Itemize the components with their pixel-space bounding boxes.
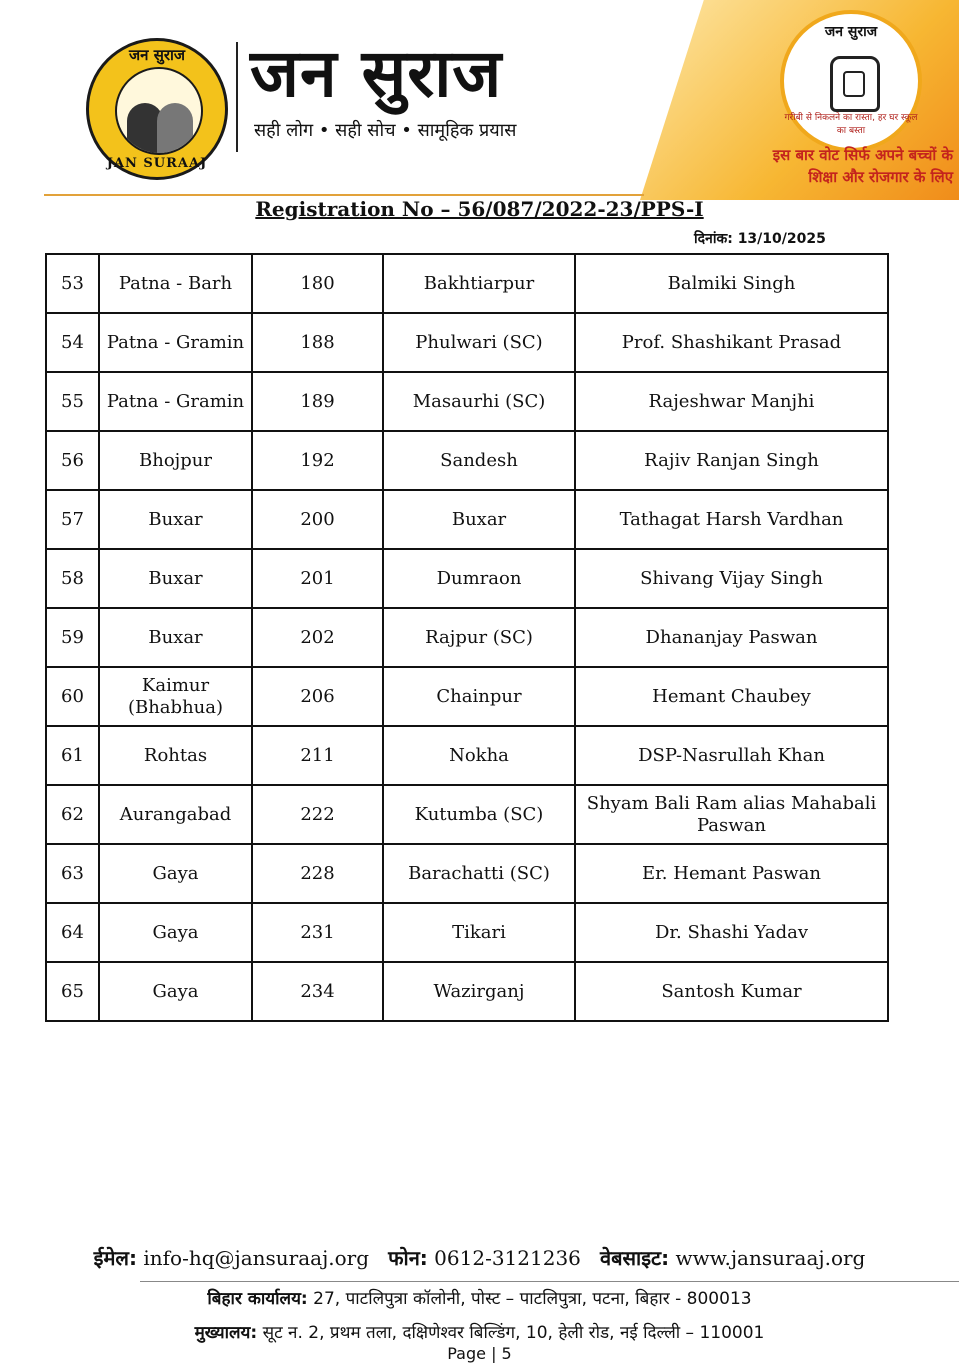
district-cell: Rohtas	[99, 726, 252, 785]
email-link[interactable]: info-hq@jansuraaj.org	[143, 1246, 370, 1270]
constituency-number-cell: 192	[252, 431, 383, 490]
district-cell: Buxar	[99, 549, 252, 608]
candidate-name-cell: Prof. Shashikant Prasad	[575, 313, 888, 372]
table-row	[46, 962, 888, 1021]
phone-number: 0612-3121236	[434, 1246, 581, 1270]
constituency-number-cell: 231	[252, 903, 383, 962]
date-value: 13/10/2025	[737, 231, 826, 247]
candidate-name-cell: Hemant Chaubey	[575, 667, 888, 726]
serial-number-cell: 57	[46, 490, 99, 549]
candidate-name-cell: DSP-Nasrullah Khan	[575, 726, 888, 785]
constituency-name-cell: Tikari	[383, 903, 575, 962]
constituency-name-cell: Barachatti (SC)	[383, 844, 575, 903]
brand-title: जन सुराज	[250, 35, 503, 112]
table-row	[46, 844, 888, 903]
district-cell: Bhojpur	[99, 431, 252, 490]
constituency-name-cell: Chainpur	[383, 667, 575, 726]
district-cell: Patna - Gramin	[99, 313, 252, 372]
table-row	[46, 903, 888, 962]
seal-ring-text: गरीबी से निकलने का रास्ता, हर घर स्कूल का बस्ता	[784, 113, 918, 136]
constituency-number-cell: 180	[252, 254, 383, 313]
serial-number-cell: 62	[46, 785, 99, 844]
document-date	[694, 229, 826, 248]
school-bag-icon	[830, 56, 880, 112]
logo-portraits	[115, 67, 203, 155]
candidate-name-cell: Santosh Kumar	[575, 962, 888, 1021]
candidate-name-cell: Dhananjay Paswan	[575, 608, 888, 667]
registration-number: Registration No – 56/087/2022-23/PPS-I	[255, 197, 704, 221]
constituency-number-cell: 189	[252, 372, 383, 431]
constituency-number-cell: 201	[252, 549, 383, 608]
constituency-number-cell: 202	[252, 608, 383, 667]
serial-number-cell: 58	[46, 549, 99, 608]
website-label: वेबसाइट:	[599, 1246, 670, 1270]
district-cell: Gaya	[99, 844, 252, 903]
candidate-name-cell: Er. Hemant Paswan	[575, 844, 888, 903]
serial-number-cell: 61	[46, 726, 99, 785]
footer-rule	[140, 1281, 959, 1282]
candidate-name-cell: Rajiv Ranjan Singh	[575, 431, 888, 490]
serial-number-cell: 55	[46, 372, 99, 431]
candidate-name-cell: Rajeshwar Manjhi	[575, 372, 888, 431]
candidate-name-cell: Shivang Vijay Singh	[575, 549, 888, 608]
website-link[interactable]: www.jansuraaj.org	[675, 1246, 866, 1270]
footer-contact-line	[0, 1244, 959, 1271]
serial-number-cell: 54	[46, 313, 99, 372]
serial-number-cell: 63	[46, 844, 99, 903]
constituency-number-cell: 234	[252, 962, 383, 1021]
brand-tagline: सही लोग • सही सोच • सामूहिक प्रयास	[254, 120, 517, 141]
table-row	[46, 785, 888, 844]
constituency-name-cell: Bakhtiarpur	[383, 254, 575, 313]
candidate-name-cell: Balmiki Singh	[575, 254, 888, 313]
serial-number-cell: 56	[46, 431, 99, 490]
constituency-number-cell: 211	[252, 726, 383, 785]
constituency-name-cell: Buxar	[383, 490, 575, 549]
candidate-name-cell: Shyam Bali Ram alias Mahabali Paswan	[575, 785, 888, 844]
phone-label: फोन:	[388, 1246, 428, 1270]
constituency-name-cell: Masaurhi (SC)	[383, 372, 575, 431]
hq-address: सूट न. 2, प्रथम तला, दक्षिणेश्वर बिल्डिंग, 10, हेली रोड, नई दिल्ली – 110001	[262, 1323, 765, 1343]
logo-top-text: जन सुराज	[129, 46, 185, 64]
portrait-figure-right	[157, 103, 193, 155]
constituency-name-cell: Dumraon	[383, 549, 575, 608]
serial-number-cell: 65	[46, 962, 99, 1021]
candidate-table-body	[46, 254, 888, 1021]
header-divider	[236, 42, 238, 152]
constituency-number-cell: 222	[252, 785, 383, 844]
district-cell: Buxar	[99, 608, 252, 667]
seal-top-text: जन सुराज	[824, 24, 878, 40]
candidate-table	[45, 253, 889, 1022]
district-cell: Aurangabad	[99, 785, 252, 844]
district-cell: Gaya	[99, 903, 252, 962]
slogan-line-2: शिक्षा और रोजगार के लिए	[808, 168, 953, 186]
constituency-name-cell: Sandesh	[383, 431, 575, 490]
serial-number-cell: 64	[46, 903, 99, 962]
table-row	[46, 667, 888, 726]
table-row	[46, 490, 888, 549]
table-row	[46, 549, 888, 608]
constituency-name-cell: Rajpur (SC)	[383, 608, 575, 667]
date-label: दिनांक:	[694, 231, 733, 247]
header-rule	[44, 194, 644, 196]
serial-number-cell: 59	[46, 608, 99, 667]
email-label: ईमेल:	[93, 1246, 137, 1270]
constituency-number-cell: 188	[252, 313, 383, 372]
serial-number-cell: 53	[46, 254, 99, 313]
table-row	[46, 372, 888, 431]
table-row	[46, 313, 888, 372]
candidate-name-cell: Dr. Shashi Yadav	[575, 903, 888, 962]
constituency-name-cell: Phulwari (SC)	[383, 313, 575, 372]
constituency-number-cell: 228	[252, 844, 383, 903]
hq-label: मुख्यालय:	[194, 1323, 258, 1343]
school-bag-seal	[780, 10, 922, 152]
hq-line	[0, 1320, 959, 1343]
district-cell: Patna - Barh	[99, 254, 252, 313]
constituency-name-cell: Nokha	[383, 726, 575, 785]
table-row	[46, 726, 888, 785]
constituency-name-cell: Kutumba (SC)	[383, 785, 575, 844]
constituency-number-cell: 206	[252, 667, 383, 726]
table-row	[46, 608, 888, 667]
bihar-office-address: 27, पाटलिपुत्रा कॉलोनी, पोस्ट – पाटलिपुत्रा, पटना, बिहार - 800013	[313, 1289, 752, 1309]
table-row	[46, 431, 888, 490]
district-cell: Buxar	[99, 490, 252, 549]
logo-bottom-text: JAN SURAAJ	[106, 156, 208, 171]
constituency-number-cell: 200	[252, 490, 383, 549]
bihar-office-label: बिहार कार्यालय:	[207, 1289, 308, 1309]
candidate-name-cell: Tathagat Harsh Vardhan	[575, 490, 888, 549]
constituency-name-cell: Wazirganj	[383, 962, 575, 1021]
table-row	[46, 254, 888, 313]
serial-number-cell: 60	[46, 667, 99, 726]
district-cell: Gaya	[99, 962, 252, 1021]
district-cell: Kaimur (Bhabhua)	[99, 667, 252, 726]
bihar-office-line	[0, 1286, 959, 1309]
district-cell: Patna - Gramin	[99, 372, 252, 431]
slogan	[773, 144, 953, 188]
jan-suraaj-round-logo	[86, 38, 228, 180]
slogan-line-1: इस बार वोट सिर्फ अपने बच्चों के	[772, 146, 953, 164]
page-number: Page | 5	[447, 1344, 512, 1363]
